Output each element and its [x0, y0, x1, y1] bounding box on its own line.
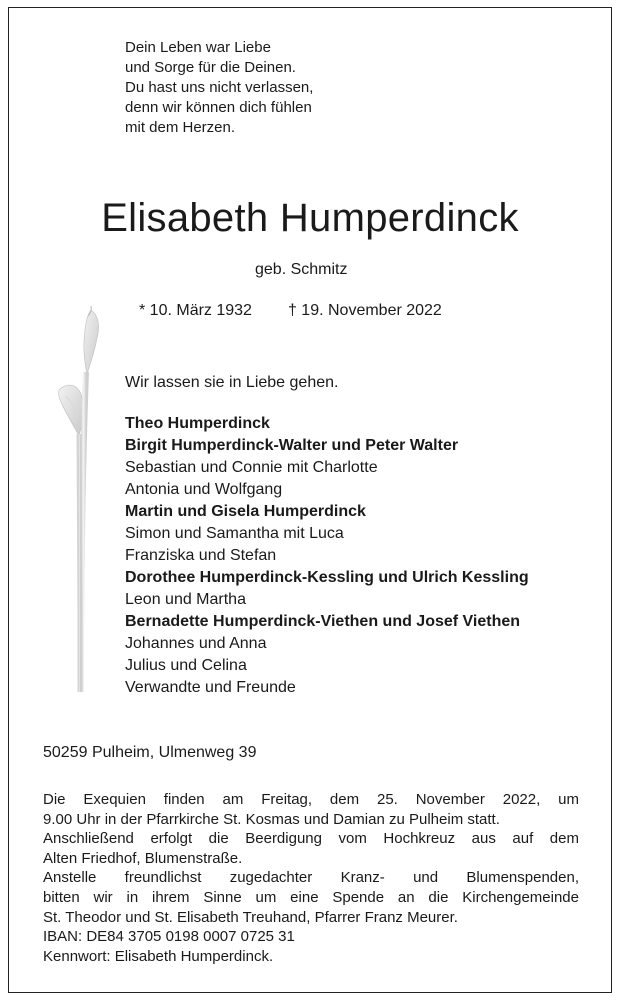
notice-line: 9.00 Uhr in der Pfarrkirche St. Kosmas und Damian zu Pulheim statt.	[43, 810, 500, 828]
address: 50259 Pulheim, Ulmenweg 39	[43, 744, 257, 761]
notice-line: Die Exequien finden am Freitag, dem 25. November 2022, um	[43, 791, 579, 808]
mourner-line: Simon und Samantha mit Luca	[125, 525, 344, 542]
mourner-line: Antonia und Wolfgang	[125, 481, 283, 498]
mourner-line: Dorothee Humperdinck-Kessling und Ulrich Kessling	[125, 569, 529, 586]
mourner-line: Birgit Humperdinck-Walter und Peter Walter	[125, 437, 459, 454]
mourner-line: Martin und Gisela Humperdinck	[125, 503, 366, 520]
poem	[125, 38, 313, 138]
mourner-line: Johannes und Anna	[125, 635, 267, 652]
mourner-line: Leon und Martha	[125, 591, 246, 608]
funeral-notice	[43, 790, 579, 966]
mourner-line: Theo Humperdinck	[125, 415, 270, 432]
notice-line: bitten wir in ihrem Sinne um eine Spende an die Kirchengemeinde	[43, 888, 579, 906]
calla-lily-image	[53, 304, 103, 694]
death-date: † 19. November 2022	[287, 302, 442, 319]
notice-line: Alten Friedhof, Blumenstraße.	[43, 849, 243, 867]
reference-line: Kennwort: Elisabeth Humperdinck.	[43, 947, 274, 965]
mourner-line: Bernadette Humperdinck-Viethen und Josef Viethen	[125, 613, 521, 630]
poem-line: denn wir können dich fühlen	[125, 99, 312, 116]
mourner-line: Verwandte und Freunde	[125, 679, 296, 696]
poem-line: mit dem Herzen.	[125, 119, 236, 136]
mourner-line: Sebastian und Connie mit Charlotte	[125, 459, 378, 476]
notice-line: St. Theodor und St. Elisabeth Treuhand, Pfarrer Franz Meurer.	[43, 908, 458, 926]
mourners-list	[125, 413, 529, 699]
life-dates	[139, 302, 442, 320]
obituary-notice	[8, 7, 612, 993]
deceased-name: Elisabeth Humperdinck	[101, 196, 519, 240]
birth-date: * 10. März 1932	[139, 302, 252, 319]
notice-line: Anstelle freundlichst zugedachter Kranz- und Blumenspenden,	[43, 869, 579, 887]
poem-line: Dein Leben war Liebe	[125, 39, 271, 56]
maiden-name: geb. Schmitz	[255, 261, 348, 278]
mourner-line: Julius und Celina	[125, 657, 247, 674]
poem-line: Du hast uns nicht verlassen,	[125, 79, 314, 96]
mourner-line: Franziska und Stefan	[125, 547, 277, 564]
intro-text: Wir lassen sie in Liebe gehen.	[125, 374, 339, 391]
notice-line: Anschließend erfolgt die Beerdigung vom Hochkreuz aus auf dem	[43, 830, 579, 848]
poem-line: und Sorge für die Deinen.	[125, 59, 296, 76]
iban-line: IBAN: DE84 3705 0198 0007 0725 31	[43, 928, 295, 946]
